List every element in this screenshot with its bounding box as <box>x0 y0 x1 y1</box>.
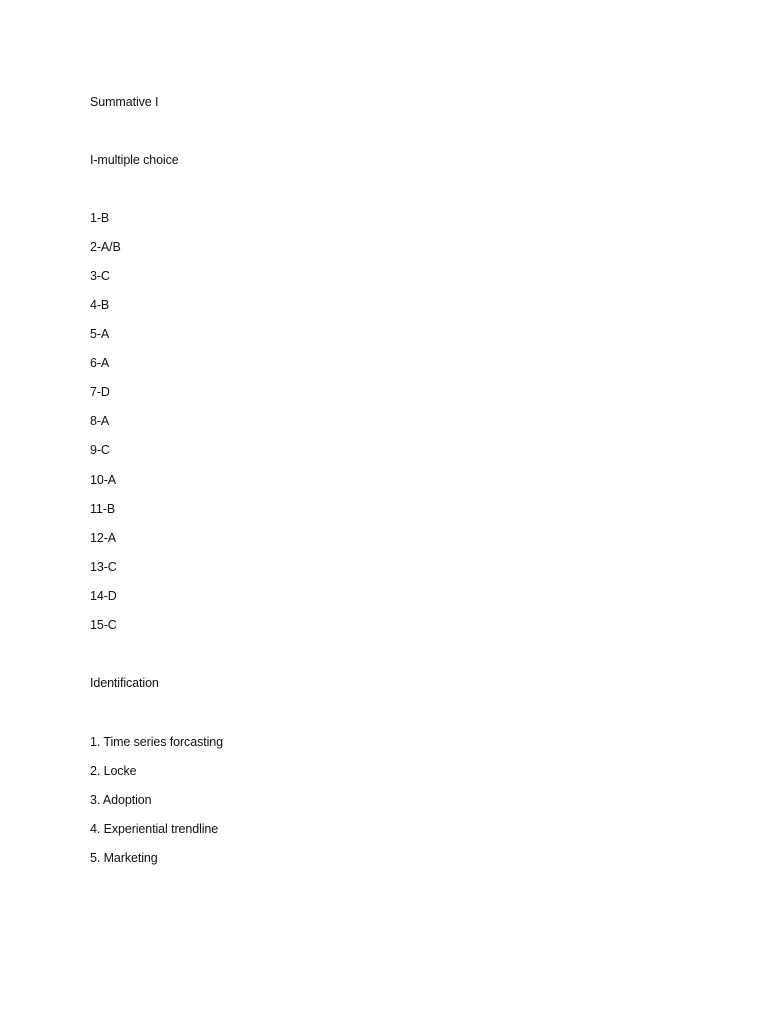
mc-answer-5: 5-A <box>90 327 110 341</box>
mc-answer-10: 10-A <box>90 473 117 487</box>
mc-answer-7: 7-D <box>90 385 110 399</box>
mc-answer-1: 1-B <box>90 211 110 225</box>
identification-heading: Identification <box>90 676 159 690</box>
mc-answer-2: 2-A/B <box>90 240 121 254</box>
mc-answer-6: 6-A <box>90 356 110 370</box>
id-answer-3: 3. Adoption <box>90 793 152 807</box>
mc-answer-12: 12-A <box>90 531 117 545</box>
id-answer-5: 5. Marketing <box>90 851 158 865</box>
mc-answer-3: 3-C <box>90 269 110 283</box>
mc-answer-15: 15-C <box>90 618 117 632</box>
mc-answer-14: 14-D <box>90 589 117 603</box>
id-answer-4: 4. Experiential trendline <box>90 822 219 836</box>
document-title: Summative I <box>90 95 159 109</box>
id-answer-1: 1. Time series forcasting <box>90 735 223 749</box>
mc-answer-8: 8-A <box>90 414 110 428</box>
mc-answer-13: 13-C <box>90 560 117 574</box>
multiple-choice-heading: I-multiple choice <box>90 153 179 167</box>
id-answer-2: 2. Locke <box>90 764 137 778</box>
mc-answer-9: 9-C <box>90 443 110 457</box>
mc-answer-4: 4-B <box>90 298 110 312</box>
mc-answer-11: 11-B <box>90 502 116 516</box>
